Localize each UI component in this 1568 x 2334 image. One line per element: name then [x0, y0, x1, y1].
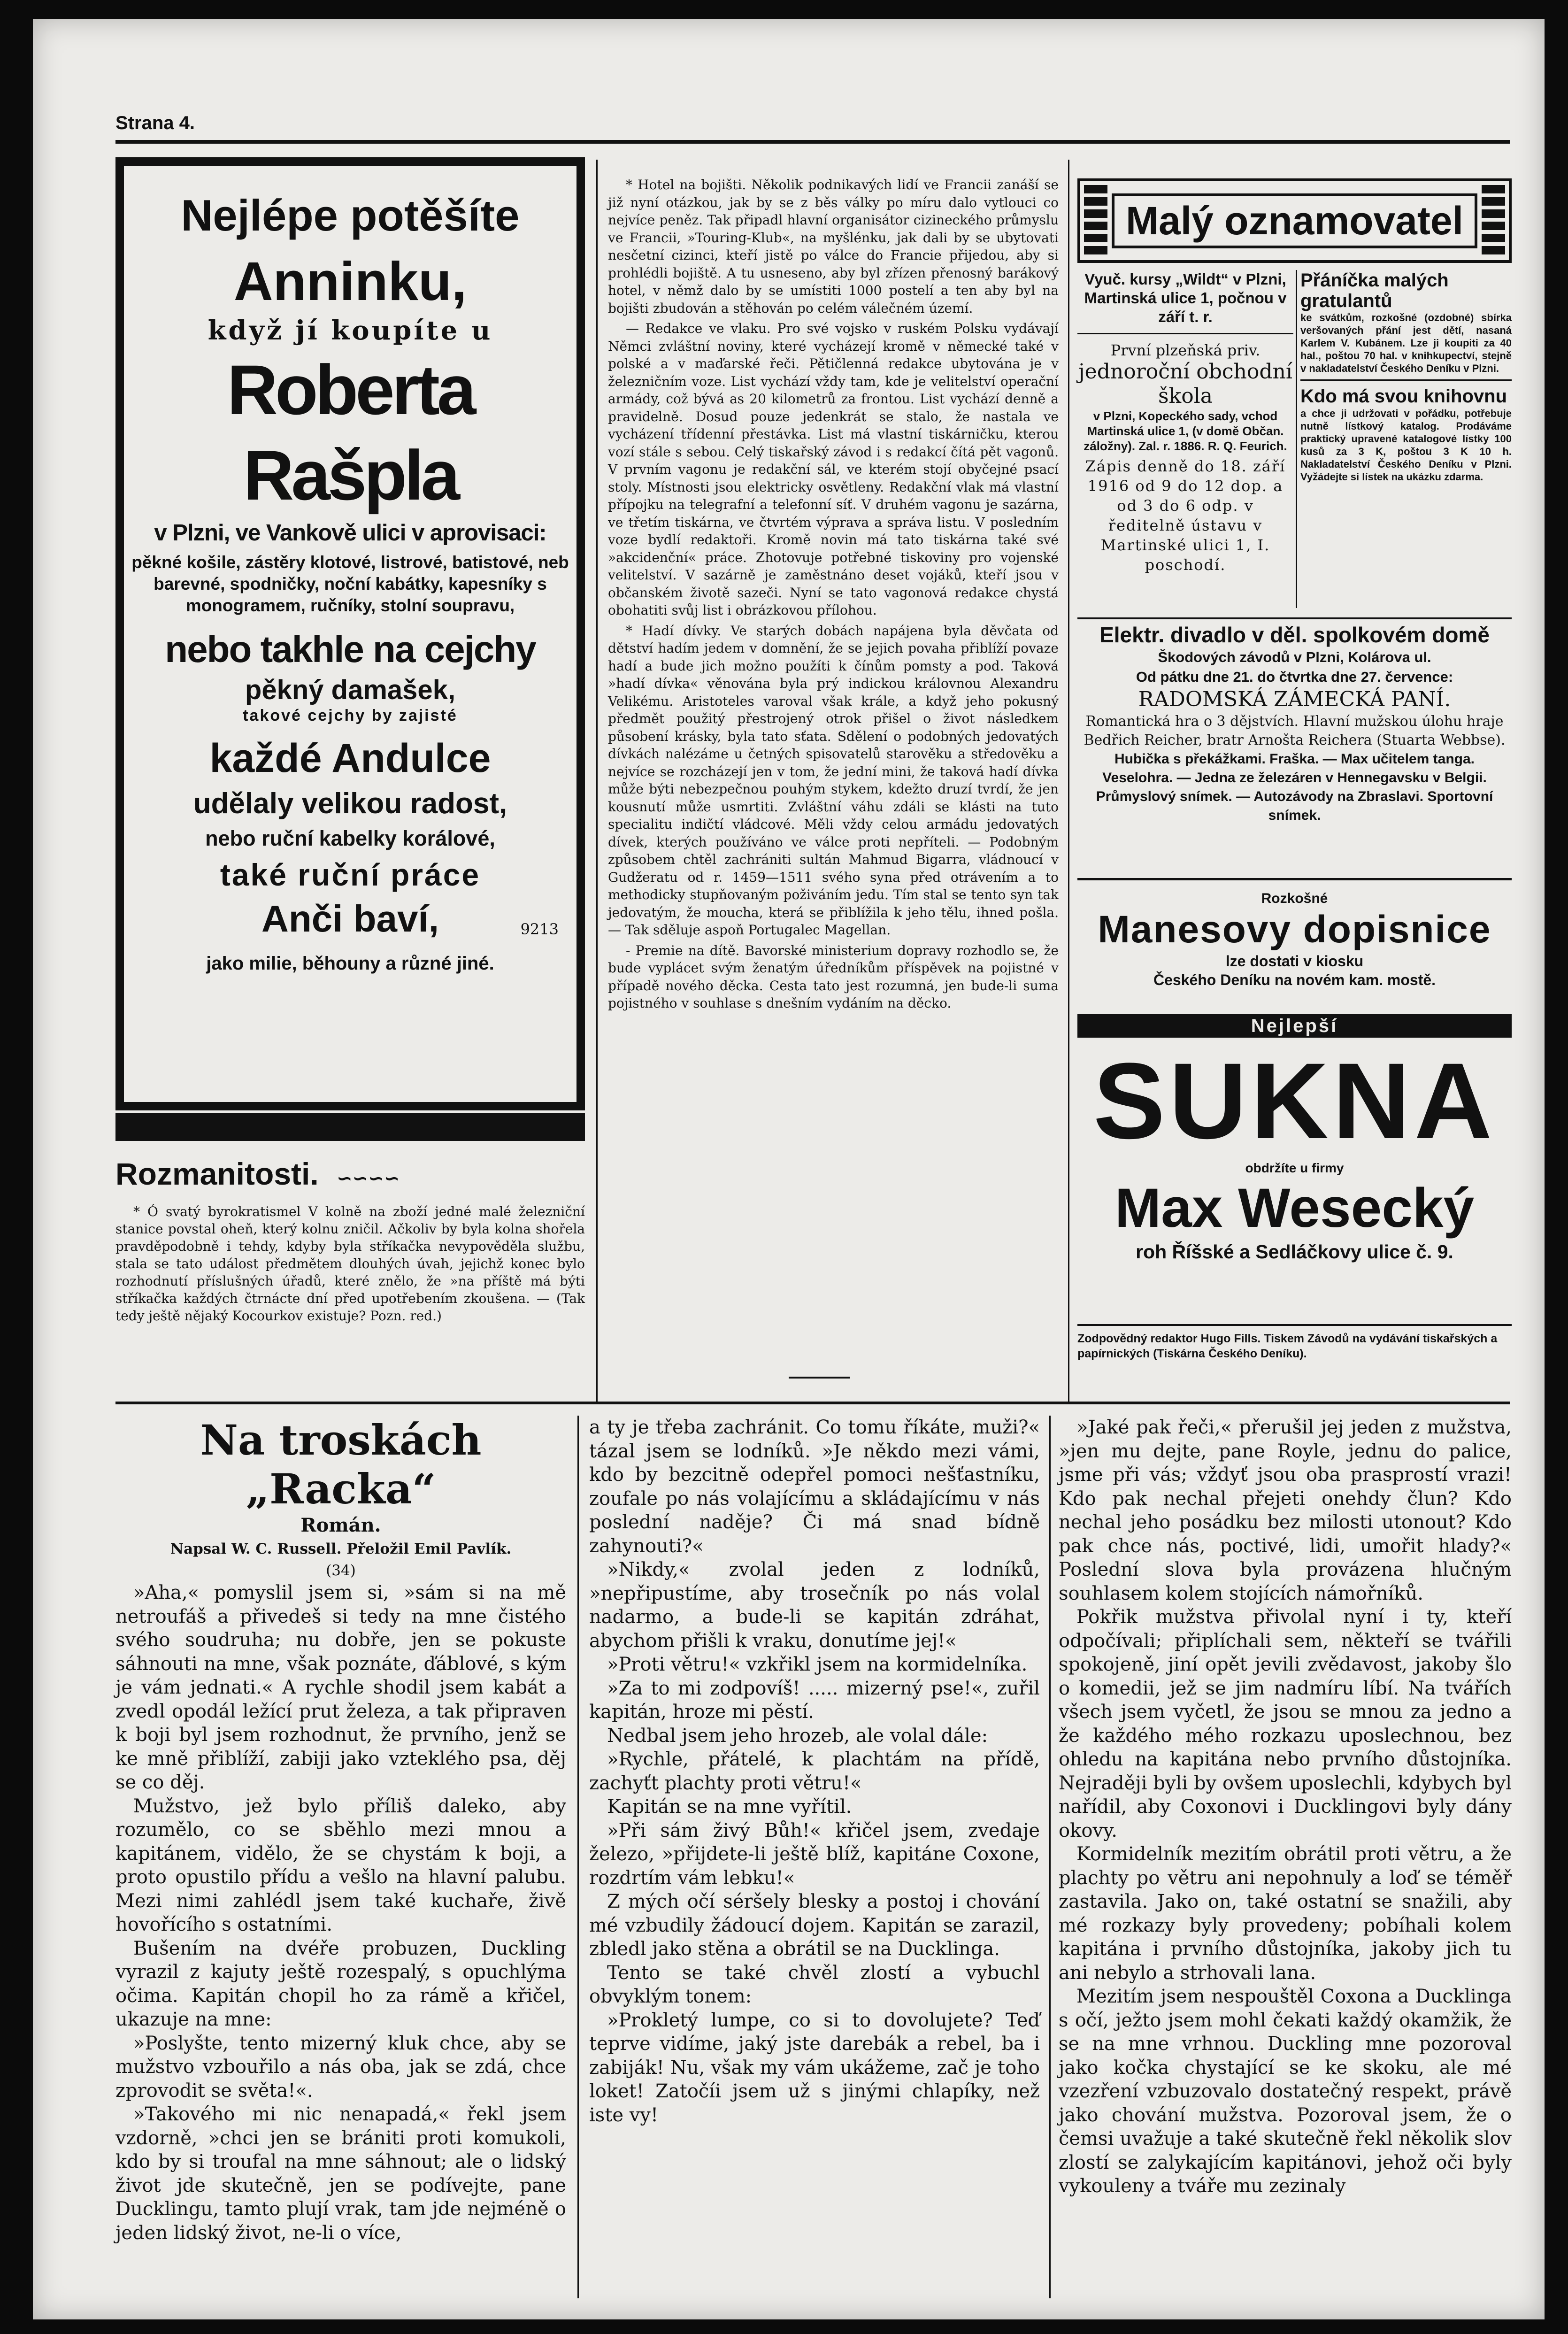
maly-oznamovatel-banner — [1077, 178, 1512, 263]
imprint-top-rule — [1077, 1324, 1512, 1326]
ad-line-9: takové cejchy by zajisté — [243, 707, 458, 724]
maly-oznamovatel-title: Malý oznamovatel — [1112, 193, 1477, 248]
ad-anninka — [115, 157, 585, 1110]
ad-line-15: jako milie, běhouny a různé jiné. — [206, 953, 494, 974]
ornament-icon: ∽∽∽∽ — [337, 1168, 400, 1189]
ad-line-10: každé Andulce — [209, 736, 491, 781]
ad-line-2: Anninku, — [233, 251, 467, 312]
middle-end-rule — [789, 1377, 850, 1379]
novel-number: (34) — [326, 1562, 356, 1579]
novel-paragraph: Kormidelník mezitím obrátil proti větru, a že plachty po větru ani nepohnuly a loď se téměř zastavila. Jako on, také ostatní se snažili, aby mé rozkazy byly provedeny; pobíhali kolem kapitána i prvního důstojníka, jakoby jich tu ani nebylo a strhovali lana. — [1059, 1843, 1512, 1984]
article-redakce: — Redakce ve vlaku. Pro své vojsko v ruském Polsku vydávají Němci zvláštní noviny, které vycházejí kromě v německé také v polské a v maďarské řeči. Pětičlenná redakce ubytována je v železničním voze. List vychází vždy tam, kde je velitelství operační armády, což bývá as 20 kilometrů za frontou. List vychází denně a pravidelně. Dosud pouze jedenkrát se stalo, že nastala ve vycházení třídenní přestávka. List má vlastní tiskárničku, kterou vozí stále s sebou. Celý tiskařský závod i s redakcí čítá pět vagonů. V prvním vagonu je redakční sál, ve kterém stojí obyčejné psací stoly. Místnosti jsou elektricky osvětleny. Redakční vlak má vlastní přípojku na telegrafní a telefonní síť. V druhém vagonu je sazárna, ve třetím tiskárna, ve čtvrtém výprava a správa listu. V posledním voze bydlí redaktoři. Kromě novin má tato tiskárna také své »akcidenční« práce. Zhotovuje potřebné tiskoviny pro vojenské velitelství. V sazárně je zaměstnáno deset vojáků, kteří jsou v občanském životě sazeči. Nyní se tato vagonová redakce chystá obohatiti svůj list i obrázkovou přílohou. — [608, 321, 1059, 618]
banner-ornament-left — [1084, 185, 1107, 256]
ad-manes — [1077, 890, 1512, 989]
column-rule-2 — [1068, 160, 1069, 1404]
ad-skola-address: v Plzni, Kopeckého sady, vchod Martinská ulice 1, (v domě Občan. záložny). Zal. r. 1886. R. Q. Feurich. — [1084, 409, 1287, 453]
novel-paragraph: Mezitím jsem nespouštěl Coxona a Ducklinga s očí, ježto jsem mohl čekati každý okamžik, že se na mne vrhnou. Duckling mne pozoroval jako kočka chystající se ke skoku, ale mé vzezření vzbuzovalo dostatečný respekt, právě jako chování mužstva. Pozoroval jsem, že o čemsi uvažuje a také skutečně řekl několik slov zlostí se zalykajícím kapitánovi, jehož oči byly vykouleny a tváře mu zezinaly — [1059, 1986, 1512, 2197]
novel-paragraph: »Takového mi nic nenapadá,« řekl jsem vzdorně, »chci jen se brániti proti komukoli, kdo by si troufal na mne sáhnout; ale o lidský život jde skutečně, jen se podívejte, pane Ducklingu, tamto plují vrak, tam jde nejméně o jeden lidský život, ne-li o více, — [115, 2103, 566, 2244]
sukna-line-5: roh Říšské a Sedláčkovy ulice č. 9. — [1136, 1241, 1453, 1263]
column-rule-1 — [596, 160, 598, 1404]
novel-col-1 — [115, 1416, 566, 2245]
novel-paragraph: Pokřik mužstva přivolal nyní i ty, kteří odpočívali; připlíchali sem, někteří se tvářili spokojeně, jiní opět jevili zvědavost, jakoby šlo o komedii, jež se jim nadmíru líbí. Na tvářích všech jsem vyčetl, že jsou se mnou za jedno a že každého mého rozkazu uposlechnou, bez ohledu na kapitána nebo prvního důstojníka. Nejraději byli by ovšem uposlechli, kdybych byl nařídil, aby Coxonovi i Ducklingovi byly dány okovy. — [1059, 1606, 1512, 1841]
header-rule — [115, 140, 1510, 144]
novel-paragraph: »Za to mi zodpovíš! ..... mizerný pse!«, zuřil kapitán, hroze mi pěstí. — [589, 1677, 1040, 1723]
imprint: Zodpovědný redaktor Hugo Fills. Tiskem Závodů na vydávání tiskařských a papírnických (Tiskárna Českého Deníku). — [1077, 1332, 1498, 1360]
ad-number: 9213 — [520, 920, 559, 938]
novel-paragraph: Z mých očí séršely blesky a postoj i chování mé vzbudily žádoucí dojem. Kapitán se zarazil, zbledl jako stěna a obrátil se na Ducklinga. — [589, 1891, 1040, 1960]
divadlo-more: Hubička s překážkami. Fraška. — Max učitelem tanga. Veselohra. — Jedna ze železáren v Hennegavsku v Belgii. Průmyslový snímek. — Autozávody na Zbraslavi. Sportovní snímek. — [1096, 751, 1493, 823]
rozmanitosti-heading — [115, 1155, 585, 1197]
novel-authors: Napsal W. C. Russell. Přeložil Emil Pavlík. — [170, 1541, 512, 1557]
ad-skola-intro: První plzeňská priv. — [1110, 341, 1261, 359]
novel-paragraph: »Jaké pak řeči,« přerušil jej jeden z mužstva, »jen mu dejte, pane Royle, jednu do palice, jsme při vás; vždyť jsou oba prasprostí vrazi! Kdo pak nechal přejeti onehdy člun? Kdo nechal jeho posádku bez milosti utonout? Kdo pak chce nás, poctivé, lidi, umořit hlady?« Poslední slova byla provázena hlučným souhlasem kolem stojících námořníků. — [1059, 1417, 1512, 1604]
novel-paragraph: »Aha,« pomyslil jsem si, »sám si na mě netroufáš a přivedeš si tedy na mne čistého svého soudruha; nu dobře, jen se pokuste sáhnouti na mne, však poznáte, ďáblové, s kým je vám jednati.« A rychle shodil jsem kabát a zvedl opodál ležící prut železa, a tak připraven k boji byl jsem rozhodnut, že prvního, jenž se ke mně přiblíží, zabiji jako vzteklého psa, děj se co děj. — [115, 1582, 566, 1793]
ad-knihovna-text: a chce ji udržovati v pořádku, potřebuje nutně lístkový katalog. Prodáváme praktický upravené katalogové lístky 100 kusů za 3 K, poštou 3 K 10 h. Nakladatelství Českého Deníku v Plzni. Vyžádejte si lístek na ukázku zdarma. — [1300, 408, 1512, 483]
manes-line-1: Rozkošné — [1261, 891, 1328, 906]
ad-line-4: Roberta Rašpla — [227, 350, 474, 515]
ad-line-5: v Plzni, ve Vankově ulici v aprovisaci: — [154, 520, 546, 546]
article-hadi-divky: * Hadí dívky. Ve starých dobách napájena byla děvčata od dětství hadím jedem v domnění, že se jejich povaha přiblíží povaze hadí a bude jich možno použíti k čínům pomsty a pod. Taková »hadí dívka« věnována byla prý indickou královnou Alexandru Velikému. Aristoteles varoval však krále, a když jeho pokusný předmět použitý přestrojený otrok přišel o život následkem působení krásky, byla tato sťata. Sdělení o podobných jedovatých dívkách nalézáme u četných spisovatelů starověku a středověku a nejvíce se rozcházejí jen v tom, že jední mini, že taková hadí dívka může býti nebezpečnou pouhým stykem, kdežto druzí tvrdí, že jen kousnutí může usmrtiti. Zvláštní váhu zdáli se klásti na tuto specialitu indičtí vládcové. Měli vždy celou armádu jedovatých dívek, kterých používáno ve válce proti nepříteli. — Podobným způsobem chtěl zachrániti sultán Mahmud Bigarra, vládnoucí v Gudžeratu od r. 1459—1511 svého syna před otrávením a to methodicky stupňovaným poživáním jedu. Tím stal se tento syn tak jedovatým, že moucha, která se přiblížila k jeho tělu, ihned pošla. — Tak sděluje aspoň Portugalec Magellan. — [608, 623, 1059, 938]
ad-pranicka-title: Přáníčka malých gratulantů — [1300, 270, 1449, 311]
novel-paragraph: Tento se také chvěl zlostí a vybuchl obvyklým tonem: — [589, 1962, 1040, 2007]
ad-divider-2 — [1300, 379, 1512, 381]
rozmanitosti-item-1-text: * Ó svatý byrokratismel V kolně na zboží jedné malé železniční stanice povstal oheň, který kolnu zničil. Ačkoliv by byla kolna shořela pravděpodobně i tehdy, kdyby byla stříkačka nevypověděla službu, stala se tato událost předmětem dlouhých úvah, jejichž konec bylo rozhodnutí příslušných úřadů, které znělo, že »na příště má býti stříkačka každých čtrnácte dní před upotřebením zkoušena. — (Tak tedy ještě nějaký Kocourkov existuje? Pozn. red.) — [115, 1204, 585, 1324]
ad-line-12: nebo ruční kabelky korálové, — [205, 826, 495, 850]
ad-zapis: Zápis denně do 18. září 1916 od 9 do 12 dop. a od 3 do 6 odp. v ředitelně ústavu v Martinské ulici 1, I. poschodí. — [1085, 457, 1286, 574]
novel-title: Na troskách „Racka“ — [200, 1416, 482, 1513]
article-premie: - Premie na dítě. Bavorské ministerium dopravy rozhodlo se, že bude vyplácet svým ženatým úředníkům příspěvek na pojistné v případě nového děcka. Cesta tato jest rozumná, jen bude-li suma pojistného v souhlase s dnešním vydáním na děcko. — [608, 942, 1059, 1011]
ad-kursy-wildt: Vyuč. kursy „Wildt“ v Plzni, Martinská ulice 1, počnou v září t. r. — [1084, 270, 1287, 325]
novel-paragraph: »Prokletý lumpe, co si to dovolujete? Teď teprve vidíme, jaký jste darebák a rebel, ba i zabiják! Nu, však my vám ukážeme, zač je toho loket! Zatočíi jsem už s jinými chlapíky, než iste vy! — [589, 2009, 1040, 2126]
banner-ornament-right — [1482, 185, 1505, 256]
novel-col-3 — [1059, 1416, 1512, 2198]
article-hotel: * Hotel na bojišti. Několik podnikavých lidí ve Francii zanáší se již nyní otázkou, jak by se z běs války po míru dalo vytlouci co nejvíce peněz. Tak připadl hlavní organisátor cizineckého průmyslu ve Francii, »Touring-Klub«, na myšlénku, jak dali by se ubytovati nesčetní cizinci, kteří jistě po válce do Francie přijedou, aby si prohlédli bojiště. A tu usneseno, aby byl zřízen přenosný barákový hotel, v němž dalo by se umístiti 1000 postelí a ten aby byl na bojišti zbudován a stěhován po celém válečném území. — [608, 177, 1059, 316]
ad-line-3: když jí koupíte u — [208, 315, 493, 346]
sukna-line-1: Nejlepší — [1251, 1016, 1338, 1036]
ad-pranicka-text: ke svátkům, rozkošné (ozdobné) sbírka veršovaných přání jest dětí, nasaná Karlem V. Kubánem. Lze ji koupiti za 40 hal., poštou 70 hal. v knihkupectví, stejně v nakladatelství Českého Deníku v Plzni. — [1300, 312, 1512, 374]
manes-line-3: lze dostati v kiosku — [1225, 953, 1364, 970]
novel-paragraph: »Poslyšte, tento mizerný kluk chce, aby se mužstvo vzbouřilo a nás oba, jak se zdá, chce zprovodit se světa!«. — [115, 2032, 566, 2102]
ad-line-11: udělaly velikou radost, — [193, 787, 507, 820]
novel-paragraph: »Proti větru!« vzkřikl jsem na kormidelníka. — [607, 1654, 1028, 1675]
small-ads-divider — [1296, 270, 1297, 608]
ad-line-6: pěkné košile, zástěry klotové, listrové, batistové, neb barevné, spodničky, noční kabátky, kapesníky s monogramem, ručníky, stolní soupravu, — [131, 553, 569, 615]
novel-paragraph: »Při sám živý Bůh!« křičel jsem, zvedaje železo, »přijdete-li ještě blíž, kapitáne Coxone, rozdrtím vám lebku!« — [589, 1819, 1040, 1889]
manes-line-2: Manesovy dopisnice — [1098, 908, 1491, 951]
novel-paragraph: »Nikdy,« zvolal jeden z lodníků, »nepřipustíme, aby trosečník po nás volal nadarmo, a bude-li se kapitán zdráhat, abychom přišli k vraku, donutíme jej!« — [589, 1559, 1040, 1652]
small-ads-right — [1300, 270, 1512, 483]
divadlo-desc: Romantická hra o 3 dějstvích. Hlavní mužskou úlohu hraje Bedřich Reicher, bratr Arnošta Reichera (Stuarta Webbse). — [1084, 713, 1506, 748]
rozmanitosti-item-1 — [115, 1203, 585, 1325]
novel-paragraph: Mužstvo, jež bylo příliš daleko, aby rozumělo, co se sběhlo mezi mnou a kapitánem, vidělo, že se chystám k boji, a proto opustilo přídu a vešlo na hlavní palubu. Mezi nimi zahlédl jsem také kuchaře, živě hovořícího s ostatními. — [115, 1795, 566, 1935]
sukna-bar — [1077, 1014, 1512, 1038]
novel-rule-2 — [1049, 1416, 1051, 2298]
divadlo-title: Elektr. divadlo v děl. spolkovém domě — [1099, 623, 1490, 647]
ad-skola-name: jednoroční obchodní škola — [1078, 360, 1292, 408]
ad-sukna — [1077, 1042, 1512, 1264]
sukna-line-3: obdržíte u firmy — [1245, 1161, 1344, 1175]
ad-line-7: nebo takhle na cejchy — [165, 628, 536, 670]
novel-paragraph: Nedbal jsem jeho hrozeb, ale volal dále: — [607, 1725, 988, 1747]
divadlo-top-rule — [1077, 617, 1512, 619]
manes-top-rule — [1077, 878, 1512, 880]
novel-genre: Román. — [300, 1514, 381, 1536]
novel-col-2 — [589, 1416, 1040, 2127]
page-number: Strana 4. — [115, 113, 195, 133]
rozmanitosti-heading-text: Rozmanitosti. — [115, 1156, 319, 1191]
newspaper-page — [33, 19, 1545, 2319]
sukna-line-2: SUKNA — [1093, 1040, 1496, 1161]
ad-line-14 — [128, 895, 573, 942]
small-ads-left — [1077, 270, 1293, 575]
novel-paragraph: Bušením na dvéře probuzen, Duckling vyrazil z kajuty ještě rozespalý, s opuchlýma očima. Kapitán chopil ho za rámě a křičel, ukazuje na mne: — [115, 1937, 566, 2030]
ad-anninka-footer-bar — [115, 1113, 585, 1141]
middle-column — [608, 176, 1059, 1012]
divadlo-subtitle: Škodových závodů v Plzni, Kolárova ul. — [1158, 649, 1431, 665]
ad-divider — [1077, 333, 1293, 334]
novel-rule-1 — [577, 1416, 579, 2298]
sukna-line-4: Max Wesecký — [1115, 1177, 1475, 1239]
novel-paragraph: a ty je třeba zachránit. Co tomu říkáte, muži?« tázal jsem se lodníků. »Je někdo mezi vámi, kdo by bezcitně odepřel pomoci nešťastníku, zoufale po nás volajícímu a skládajícímu v nás poslední naděje? Či má snad bídně zahynouti?« — [589, 1417, 1040, 1557]
ad-divadlo — [1077, 622, 1512, 825]
novel-paragraph: Kapitán se na mne vyřítil. — [607, 1796, 852, 1818]
ad-knihovna-title: Kdo má svou knihovnu — [1300, 386, 1507, 407]
novel-paragraph: »Rychle, přátelé, k plachtám na přídě, zachyťt plachty proti větru!« — [589, 1749, 1040, 1794]
ad-line-14-text: Anči baví, — [261, 898, 439, 940]
rozmanitosti-section — [115, 1155, 585, 1325]
ad-line-13: také ruční práce — [220, 857, 481, 892]
novel-col-1-text — [115, 1581, 566, 2245]
feuilleton-rule — [115, 1402, 1510, 1404]
ad-line-8: pěkný damašek, — [245, 675, 456, 705]
divadlo-dates: Od pátku dne 21. do čtvrtka dne 27. července: — [1136, 669, 1453, 685]
ad-line-1: Nejlépe potěšíte — [181, 191, 520, 240]
divadlo-film: RADOMSKÁ ZÁMECKÁ PANÍ. — [1138, 687, 1451, 711]
manes-line-4: Českého Deníku na novém kam. mostě. — [1153, 971, 1436, 988]
